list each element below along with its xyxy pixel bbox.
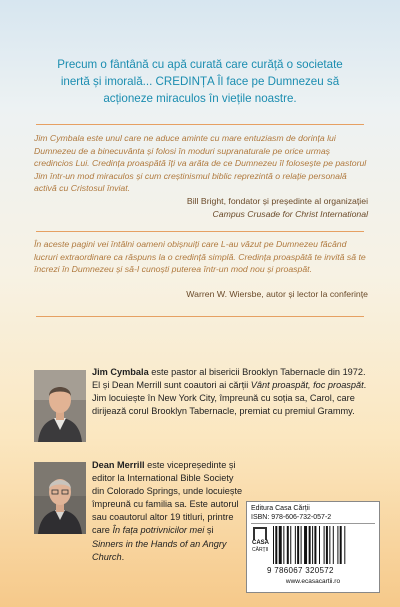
quote-2-attribution bbox=[34, 288, 368, 301]
bio-dean-text-c: . bbox=[121, 551, 125, 562]
logo-line-1: CASA bbox=[252, 540, 270, 546]
bio-dean bbox=[92, 459, 244, 564]
author-photo-jim bbox=[34, 370, 86, 442]
bio-dean-book-1: În fața potrivnicilor mei bbox=[112, 525, 205, 536]
quote-1-org: Campus Crusade for Christ International bbox=[212, 208, 368, 219]
barcode-graphic bbox=[271, 526, 373, 566]
publisher-url: www.ecasacartii.ro bbox=[285, 578, 341, 585]
intro-line-2: inertă și imorală... CREDINȚA Îl face pe Dumnezeu să bbox=[60, 75, 340, 88]
barcode-divider bbox=[251, 523, 375, 524]
isbn-label: ISBN: 978-606-732-057-2 bbox=[251, 514, 332, 521]
quote-1-author: Bill Bright, fondator și președinte al organizației bbox=[186, 196, 368, 206]
intro-line-3: acționeze miraculos în viețile noastre. bbox=[103, 92, 297, 105]
quote-2-author: Warren W. Wiersbe, autor și lector la conferințe bbox=[186, 289, 368, 299]
publisher-label: Editura Casa Cărții bbox=[251, 505, 310, 512]
intro-line-1: Precum o fântână cu apă curată care curăță o societate bbox=[57, 58, 343, 71]
divider-middle bbox=[36, 231, 364, 232]
divider-bottom bbox=[36, 316, 364, 317]
intro-text bbox=[26, 56, 374, 107]
bio-dean-text-b: și bbox=[204, 525, 214, 536]
quote-1-text: Jim Cymbala este unul care ne aduce aminte cu mare entuziasm de dorința lui Dumnezeu de a binecuvânta și folosi în moduri supranaturale pe orice urmaș credincios Lui. Credința proaspătă îți va arăta de ce Dumnezeu îl folosește pe pastorul Jim într-un mod miraculos și cum creștinismul biblic reprezintă o relație personală activă cu Cristosul înviat. bbox=[34, 133, 367, 193]
logo-line-2: CĂRȚII bbox=[252, 547, 269, 553]
bio-jim bbox=[92, 366, 368, 418]
barcode-number: 9 786067 320572 bbox=[267, 566, 334, 575]
bio-jim-book: Vânt proaspăt, foc proaspăt bbox=[250, 380, 364, 391]
divider-top bbox=[36, 124, 364, 125]
bio-jim-name: Jim Cymbala bbox=[92, 367, 149, 377]
bio-jim-text-b: . Jim locuiește în New York City, împreună cu soția sa, Carol, care dirijează corul Brooklyn Tabernacle, premiat cu premiul Grammy. bbox=[92, 380, 367, 417]
author-photo-dean bbox=[34, 462, 86, 534]
publisher-logo bbox=[252, 527, 268, 565]
barcode-panel bbox=[246, 501, 380, 593]
quote-1-attribution bbox=[34, 195, 368, 220]
bio-jim-text-a: este pastor al bisericii Brooklyn Tabernacle din 1972. El și Dean Merrill sunt coautori ai cărții bbox=[92, 367, 366, 391]
publisher-logo-house-icon bbox=[253, 527, 267, 540]
quote-2-text: În aceste pagini vei întâlni oameni obișnuiți care L-au văzut pe Dumnezeu făcând lucruri extraordinare ca răspuns la o credință simplă. Credința proaspătă te invită să te încrezi în Dumnezeu și să-I cunoști puterea într-un mod nou și proaspăt. bbox=[34, 239, 366, 274]
bio-dean-book-2: Sinners in the Hands of an Angry Church bbox=[92, 538, 227, 562]
bio-dean-name: Dean Merrill bbox=[92, 460, 145, 470]
bio-dean-text-a: este vicepreședinte și editor la International Bible Society din Colorado Springs, unde locuiește împreună cu familia sa. Este autorul sau coautorul altor 19 titluri, printre care bbox=[92, 460, 243, 536]
